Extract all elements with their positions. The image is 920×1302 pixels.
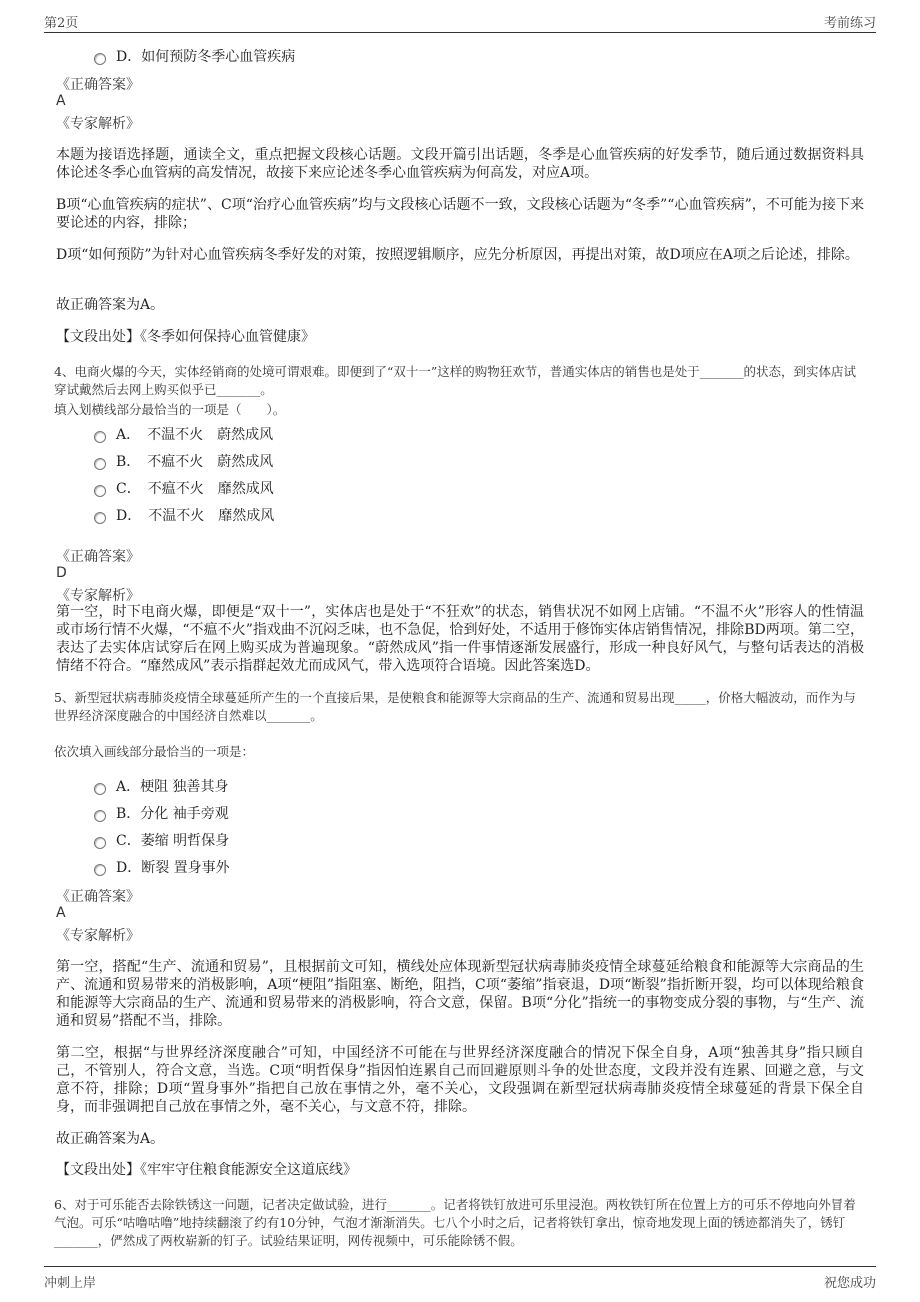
q5-answer-label: 《正确答案》 [56,889,140,905]
page-number: 第2页 [44,16,79,31]
q4-option-b[interactable] [94,451,273,471]
q5-source: 【文段出处】《牢牢守住粮食能源安全这道底线》 [56,1162,357,1178]
radio-icon[interactable] [94,53,106,65]
q3-answer-label: 《正确答案》 [56,77,140,93]
q5-answer: A [56,905,66,921]
q4-analysis: 第一空，时下电商火爆，即便是“双十一”，实体店也是处于“不狂欢”的状态，销售状况不如网上店铺。“不温不火”形容人的性情温或市场行情不火爆，“不瘟不火”指戏曲不沉闷乏味，也不急促，恰到好处，不适用于修饰实体店销售情况，排除BD两项。第二空，表达了去实体店试穿后在网上购买成为普遍现象。“蔚然成风”指一件事情逐渐发展盛行，形成一种良好风气，与整句话表达的消极情绪不符合。“靡然成风”表示指群起效尤而成风气，带入选项符合语境。因此答案选D。 [56,604,864,674]
radio-icon[interactable] [94,783,106,795]
footer-divider [44,1266,876,1267]
option-text: A．梗阻 独善其身 [116,779,229,795]
q4-answer-label: 《正确答案》 [56,549,140,565]
radio-icon[interactable] [94,810,106,822]
page-footer [44,1266,876,1296]
option-text: C．萎缩 明哲保身 [116,833,230,849]
option-text: C． 不瘟不火 靡然成风 [116,481,274,497]
q4-option-a[interactable] [94,424,273,444]
q4-stem: 4、电商火爆的今天，实体经销商的处境可谓艰难。即便到了“双十一”这样的购物狂欢节，普通实体店的销售也是处于_______的状态，到实体店试穿试戴然后去网上购买似乎已_______。 [54,364,856,397]
q3-analysis-label: 《专家解析》 [56,116,140,132]
radio-icon[interactable] [94,485,106,497]
option-text: B．分化 袖手旁观 [116,806,229,822]
radio-icon[interactable] [94,864,106,876]
radio-icon[interactable] [94,458,106,470]
q5-analysis-p2: 第二空，根据“与世界经济深度融合”可知，中国经济不可能在与世界经济深度融合的情况下保全自身，A项“独善其身”指只顾自己，不管别人，符合文意，当选。C项“明哲保身”指因怕连累自己而回避原则斗争的处世态度，文段并没有连累、回避之意，与文意不符，排除；D项“置身事外”指把自己放在事情之外，毫不关心，文段强调在新型冠状病毒肺炎疫情全球蔓延的背景下保全自身，而非强调把自己放在事情之外，毫不关心，与文意不符，排除。 [56,1045,864,1115]
q5-stem: 5、新型冠状病毒肺炎疫情全球蔓延所产生的一个直接后果，是使粮食和能源等大宗商品的生产、流通和贸易出现_____，价格大幅波动，而作为与世界经济深度融合的中国经济自然难以_______。 [54,690,856,723]
q3-analysis-p3: D项“如何预防”为针对心血管疾病冬季好发的对策，按照逻辑顺序，应先分析原因，再提出对策，故D项应在A项之后论述，排除。 [56,247,859,263]
q5-option-a[interactable] [94,776,229,796]
q5-analysis-p1: 第一空，搭配“生产、流通和贸易”，且根据前文可知，横线处应体现新型冠状病毒肺炎疫情全球蔓延给粮食和能源等大宗商品的生产、流通和贸易带来的消极影响，A项“梗阻”指阻塞、断绝，阻挡，C项“萎缩”指衰退，D项“断裂”指折断开裂，均可以体现给粮食和能源等大宗商品的生产、流通和贸易带来的消极影响，符合文意，保留。B项“分化”指统一的事物变成分裂的事物，与“生产、流通和贸易”搭配不当，排除。 [56,959,864,1029]
q3-option-d[interactable] [94,46,295,66]
q3-analysis-p1: 本题为接语选择题，通读全文，重点把握文段核心话题。文段开篇引出话题，冬季是心血管疾病的好发季节，随后通过数据资料具体论述冬季心血管病的高发情况，故接下来应论述冬季心血管疾病为何高发，对应A项。 [56,147,864,181]
q4-option-d[interactable] [94,505,274,525]
q3-answer: A [56,93,66,109]
q4-prompt: 填入划横线部分最恰当的一项是（ ）。 [54,402,286,417]
footer-left-text: 冲刺上岸 [44,1276,97,1291]
q5-analysis-label: 《专家解析》 [56,928,140,944]
q6-stem: 6、对于可乐能否去除铁锈这一问题，记者决定做试验，进行_______。记者将铁钉放进可乐里浸泡。两枚铁钉所在位置上方的可乐不停地向外冒着气泡。可乐“咕噜咕噜”地持续翻滚了约有10分钟，气泡才渐渐消失。七八个小时之后，记者将铁钉拿出，惊奇地发现上面的锈迹都消失了，锈钉_______，俨然成了两枚崭新的钉子。试验结果证明，网传视频中，可乐能除锈不假。 [54,1197,856,1248]
q4-analysis-label: 《专家解析》 [56,588,140,604]
radio-icon[interactable] [94,837,106,849]
option-text: D．断裂 置身事外 [116,860,230,876]
q4-option-c[interactable] [94,478,274,498]
page-header [44,10,876,32]
option-text: B． 不瘟不火 蔚然成风 [116,454,274,470]
header-divider [44,32,876,33]
q3-source: 【文段出处】《冬季如何保持心血管健康》 [56,329,315,345]
radio-icon[interactable] [94,512,106,524]
q5-option-c[interactable] [94,830,229,850]
option-text: D． 不温不火 靡然成风 [116,508,275,524]
q5-conclusion: 故正确答案为A。 [56,1131,165,1147]
q3-analysis-p2: B项“心血管疾病的症状”、C项“治疗心血管疾病”均与文段核心话题不一致，文段核心话题为“冬季”“心血管疾病”，不可能为接下来要论述的内容，排除； [56,197,864,231]
q5-prompt: 依次填入画线部分最恰当的一项是： [54,744,255,759]
header-title: 考前练习 [823,16,876,31]
q3-conclusion: 故正确答案为A。 [56,297,165,313]
q5-option-d[interactable] [94,857,230,877]
footer-right-text: 祝您成功 [823,1276,876,1291]
option-text: A． 不温不火 蔚然成风 [116,427,274,443]
radio-icon[interactable] [94,431,106,443]
q4-answer: D [56,565,67,581]
option-text: D．如何预防冬季心血管疾病 [116,49,296,65]
q5-option-b[interactable] [94,803,229,823]
